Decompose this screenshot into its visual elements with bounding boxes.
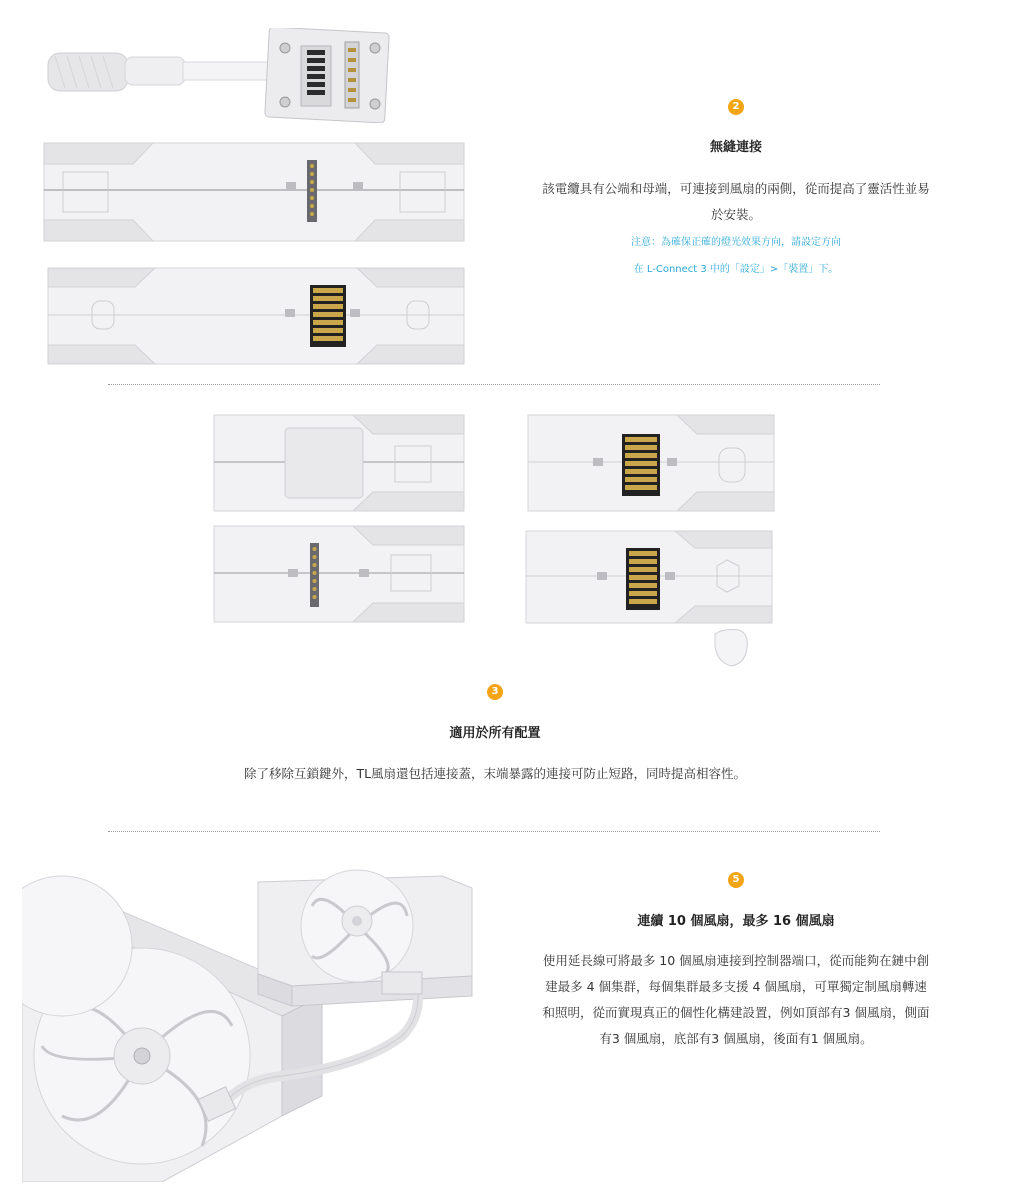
fan-edge-interlock-key-image [213, 414, 465, 512]
section-2-note-line-1: 注意：為確保正確的燈光效果方向，請設定方向 [631, 237, 841, 248]
section-3-desc: 除了移除互鎖鍵外，TL風扇還包括連接蓋，末端暴露的連接可防止短路，同時提高相容性。 [243, 766, 747, 781]
fan-edge-connector-pads-image [47, 267, 465, 365]
divider-1 [108, 384, 880, 385]
fan-edge-pads-closeup-image [527, 414, 775, 512]
fan-edge-pins-closeup-image [213, 525, 465, 623]
section-2-badge: 2 [728, 99, 744, 115]
section-2-title: 無縫連接 [709, 140, 762, 155]
section-2-desc-line-1: 該電纜具有公端和母端，可連接到風扇的兩側，從而提高了靈活性並易 [542, 181, 930, 196]
cable-connector-image [45, 28, 395, 123]
section-5-desc-line-3: 和照明，從而實現真正的個性化構建設置，例如頂部有3 個風扇，側面 [542, 1005, 930, 1020]
daisy-chained-fans-image [22, 866, 492, 1182]
section-5-desc-line-2: 建最多 4 個集群，每個集群最多支援 4 個風扇，可單獨定制風扇轉速 [545, 979, 927, 994]
section-5-title: 連續 10 個風扇，最多 16 個風扇 [637, 914, 835, 929]
fan-edge-with-cap-image [525, 530, 775, 670]
section-3-badge: 3 [487, 684, 503, 700]
section-5-desc-line-1: 使用延長線可將最多 10 個風扇連接到控制器端口，從而能夠在鏈中創 [542, 953, 930, 968]
section-5-badge: 5 [728, 872, 744, 888]
section-3-title: 適用於所有配置 [449, 726, 541, 741]
divider-2 [108, 831, 880, 832]
section-5-desc-line-4: 有3 個風扇，底部有3 個風扇，後面有1 個風扇。 [599, 1031, 873, 1046]
section-2-desc-line-2: 於安裝。 [710, 207, 761, 222]
fan-edge-connector-pins-image [43, 142, 465, 242]
section-2-note-line-2: 在 L-Connect 3 中的「設定」>「裝置」下。 [633, 264, 839, 275]
